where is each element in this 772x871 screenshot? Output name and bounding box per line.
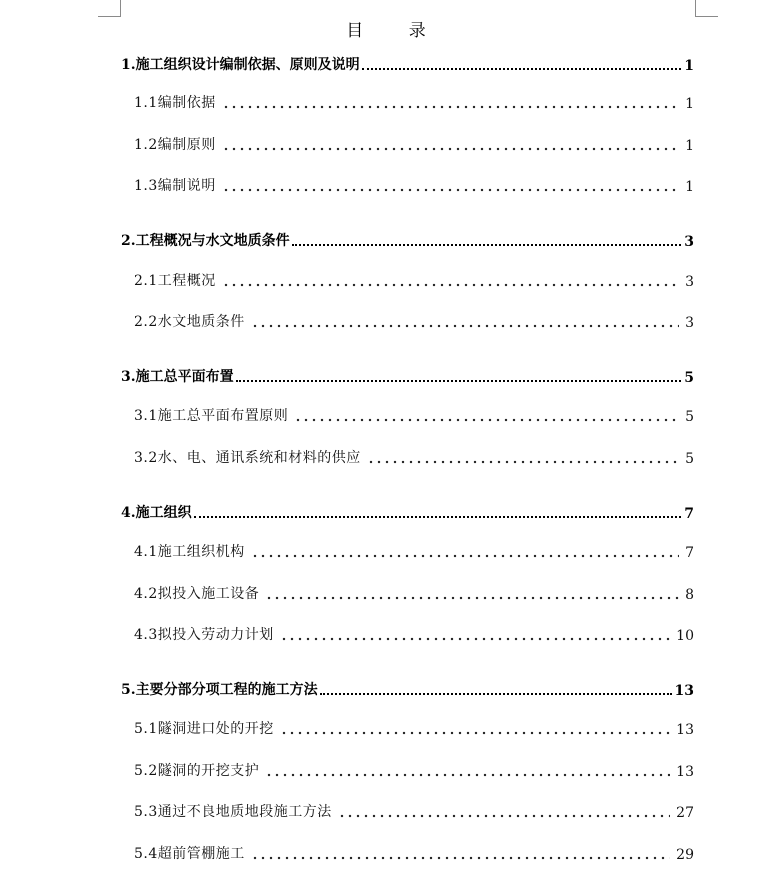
toc-entry-page-number: 1: [685, 96, 694, 112]
toc-entry-page-number: 5: [685, 409, 694, 425]
dot-leader: [265, 596, 679, 600]
toc-entry-label: 1.3编制说明: [134, 178, 216, 194]
toc-entry-label: 2.1工程概况: [134, 273, 216, 289]
toc-chapter-entry[interactable]: [121, 681, 694, 699]
dot-leader: [236, 380, 682, 382]
dot-leader: [294, 418, 679, 422]
dot-leader: [194, 516, 682, 518]
toc-entry-page-number: 5: [684, 370, 694, 386]
toc-entry-label: 1.施工组织设计编制依据、原则及说明: [121, 57, 360, 73]
toc-entry-label: 1.2编制原则: [134, 137, 216, 153]
toc-entry-label: 2.2水文地质条件: [134, 314, 245, 330]
toc-chapter-entry[interactable]: [121, 232, 694, 250]
dot-leader: [222, 105, 679, 109]
toc-entry-label: 2.工程概况与水文地质条件: [121, 233, 290, 249]
toc-section-entry[interactable]: [134, 760, 694, 780]
toc-section-entry[interactable]: [134, 311, 694, 331]
toc-section-entry[interactable]: [134, 624, 694, 644]
toc-entry-page-number: 29: [676, 847, 694, 863]
dot-leader: [367, 460, 679, 464]
toc-entry-label: 3.1施工总平面布置原则: [134, 408, 289, 424]
toc-entry-label: 5.4超前管棚施工: [134, 846, 245, 862]
toc-title: 目 录: [346, 21, 446, 41]
toc-entry-page-number: 13: [676, 764, 694, 780]
toc-chapter-entry[interactable]: [121, 56, 694, 74]
dot-leader: [251, 554, 679, 558]
dot-leader: [222, 147, 679, 151]
toc-entry-page-number: 13: [676, 722, 694, 738]
dot-leader: [222, 188, 679, 192]
dot-leader: [265, 773, 670, 777]
toc-entry-label: 4.1施工组织机构: [134, 544, 245, 560]
toc-entry-label: 3.2水、电、通讯系统和材料的供应: [134, 450, 361, 466]
toc-entry-label: 4.2拟投入施工设备: [134, 586, 260, 602]
toc-section-entry[interactable]: [134, 843, 694, 863]
toc-entry-page-number: 3: [685, 274, 694, 290]
dot-leader: [362, 68, 682, 70]
toc-section-entry[interactable]: [134, 801, 694, 821]
toc-section-entry[interactable]: [134, 583, 694, 603]
toc-entry-page-number: 3: [685, 315, 694, 331]
toc-entry-label: 5.主要分部分项工程的施工方法: [121, 682, 318, 698]
dot-leader: [280, 731, 670, 735]
dot-leader: [338, 814, 670, 818]
toc-entry-label: 1.1编制依据: [134, 95, 216, 111]
toc-entry-page-number: 8: [685, 587, 694, 603]
toc-entry-page-number: 7: [685, 545, 694, 561]
page-corner-mark-left: [98, 0, 121, 17]
toc-entry-label: 4.3拟投入劳动力计划: [134, 627, 274, 643]
toc-section-entry[interactable]: [134, 134, 694, 154]
toc-entry-page-number: 3: [684, 234, 694, 250]
toc-entry-label: 5.2隧洞的开挖支护: [134, 763, 260, 779]
toc-section-entry[interactable]: [134, 175, 694, 195]
toc-section-entry[interactable]: [134, 447, 694, 467]
toc-entry-page-number: 7: [684, 506, 694, 522]
toc-entry-page-number: 1: [684, 58, 694, 74]
toc-section-entry[interactable]: [134, 541, 694, 561]
dot-leader: [280, 637, 670, 641]
dot-leader: [251, 324, 679, 328]
dot-leader: [320, 693, 672, 695]
toc-section-entry[interactable]: [134, 92, 694, 112]
toc-section-entry[interactable]: [134, 270, 694, 290]
toc-entry-label: 5.3通过不良地质地段施工方法: [134, 804, 332, 820]
toc-chapter-entry[interactable]: [121, 504, 694, 522]
dot-leader: [251, 856, 670, 860]
dot-leader: [292, 244, 682, 246]
toc-entry-page-number: 5: [685, 451, 694, 467]
toc-entry-page-number: 10: [676, 628, 694, 644]
toc-chapter-entry[interactable]: [121, 368, 694, 386]
toc-section-entry[interactable]: [134, 405, 694, 425]
toc-entry-label: 3.施工总平面布置: [121, 369, 234, 385]
toc-entry-label: 5.1隧洞进口处的开挖: [134, 721, 274, 737]
toc-entry-page-number: 27: [676, 805, 694, 821]
toc-entry-label: 4.施工组织: [121, 505, 192, 521]
dot-leader: [222, 283, 679, 287]
page-corner-mark-right: [695, 0, 718, 17]
toc-entry-page-number: 1: [685, 179, 694, 195]
toc-entry-page-number: 13: [674, 683, 694, 699]
toc-section-entry[interactable]: [134, 718, 694, 738]
toc-entry-page-number: 1: [685, 138, 694, 154]
